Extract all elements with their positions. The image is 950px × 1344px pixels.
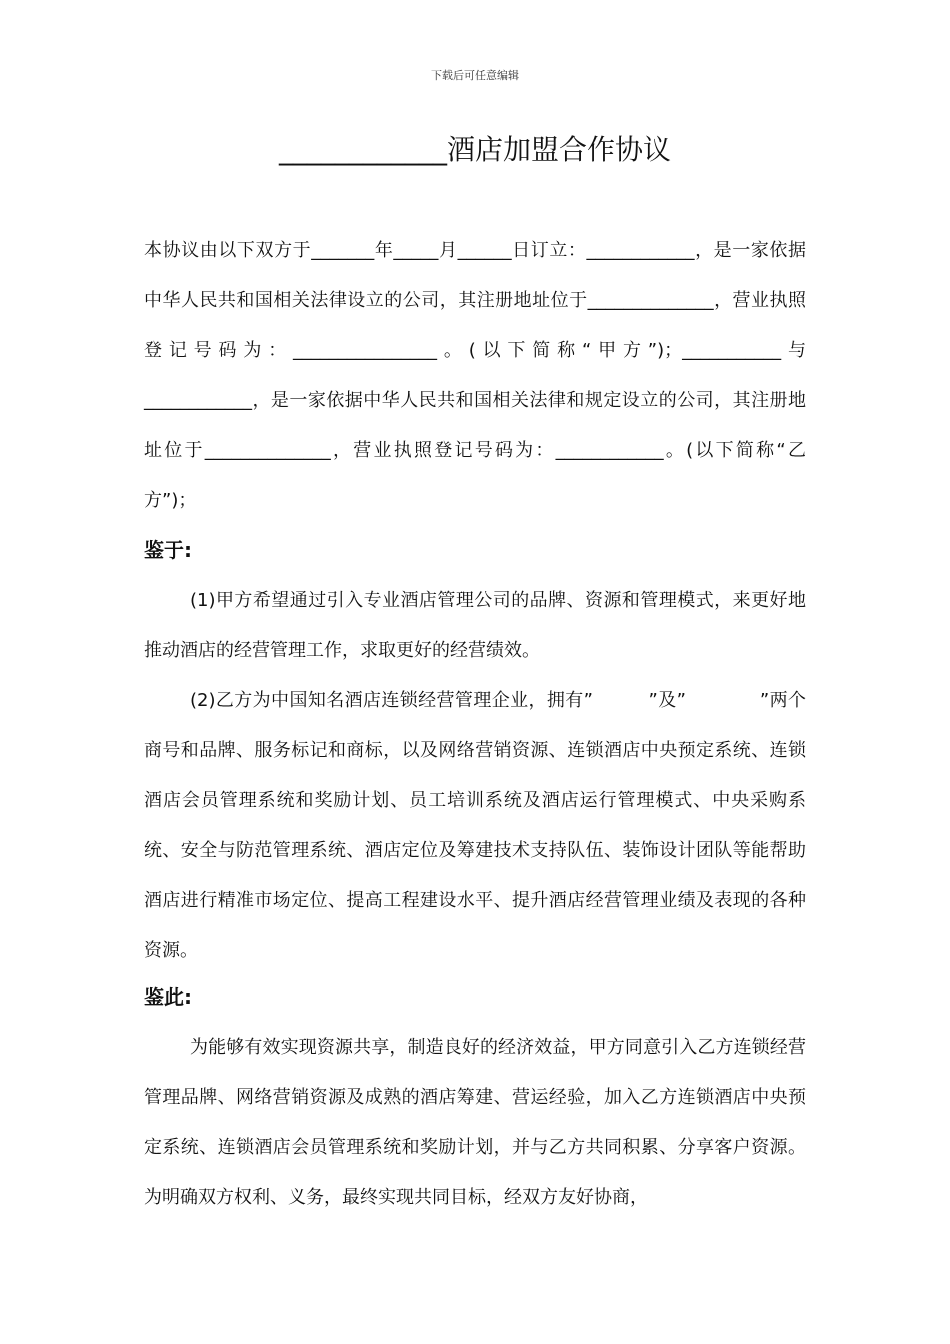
intro-paragraph: 本协议由以下双方于_______年_____月______日订立：____________，是一家依据中华人民共和国相关法律设立的公司，其注册地址位于______________，营业执照登记号码为：________________。(以下简称“甲方”)；___________与____________，是一家依据中华人民共和国相关法律和规定设立的公司，其注册地址位于______________，营业执照登记号码为：____________。(以下简称“乙方”)； bbox=[144, 240, 806, 511]
whereas-item-1: (1)甲方希望通过引入专业酒店管理公司的品牌、资源和管理模式，来更好地推动酒店的经营管理工作，求取更好的经营绩效。 bbox=[144, 590, 806, 661]
therefore-paragraph: 为能够有效实现资源共享，制造良好的经济效益，甲方同意引入乙方连锁经营管理品牌、网络营销资源及成熟的酒店筹建、营运经验，加入乙方连锁酒店中央预定系统、连锁酒店会员管理系统和奖励计划，并与乙方共同积累、分享客户资源。为明确双方权利、义务，最终实现共同目标，经双方友好协商， bbox=[144, 1037, 806, 1208]
whereas-heading: 鉴于: bbox=[144, 538, 192, 562]
intro-section bbox=[144, 226, 806, 526]
therefore-section bbox=[144, 1023, 806, 1223]
download-note: 下载后可任意编辑 bbox=[431, 69, 519, 82]
whereas-item-2: (2)乙方为中国知名酒店连锁经营管理企业，拥有” ”及” ”两个商号和品牌、服务标记和商标，以及网络营销资源、连锁酒店中央预定系统、连锁酒店会员管理系统和奖励计划、员工培训系统及酒店运行管理模式、中央采购系统、安全与防范管理系统、酒店定位及筹建技术支持队伍、装饰设计团队等能帮助酒店进行精准市场定位、提高工程建设水平、提升酒店经营管理业绩及表现的各种资源。 bbox=[144, 690, 806, 961]
document-title: ____________酒店加盟合作协议 bbox=[278, 133, 671, 166]
whereas-section bbox=[144, 576, 806, 976]
therefore-heading: 鉴此: bbox=[144, 985, 192, 1009]
